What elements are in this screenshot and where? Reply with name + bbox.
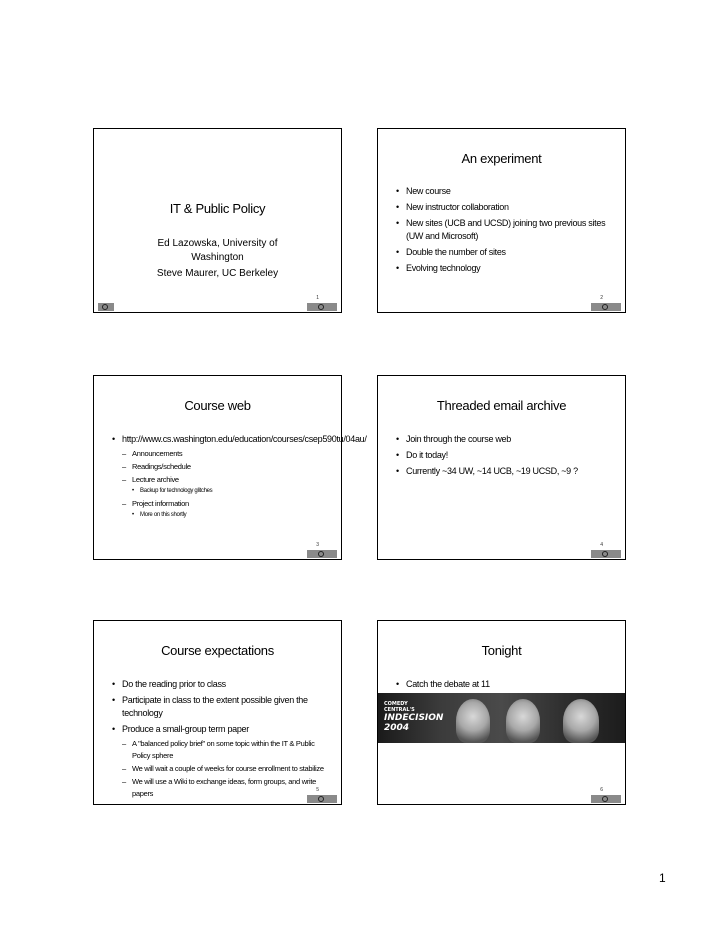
slide-title: Course expectations bbox=[161, 643, 274, 658]
banner-line: INDECISION bbox=[384, 713, 444, 723]
bullet-item: • New instructor collaboration bbox=[396, 201, 613, 214]
course-url: http://www.cs.washington.edu/education/courses/csep590tu/04au/ bbox=[122, 434, 367, 444]
slide-4 bbox=[377, 375, 626, 560]
sub-list bbox=[122, 738, 329, 800]
uw-logo-icon bbox=[98, 303, 114, 311]
uw-logo-icon bbox=[591, 550, 621, 558]
slide-authors bbox=[134, 237, 301, 283]
sub-list bbox=[122, 448, 329, 521]
slide-title: IT & Public Policy bbox=[169, 201, 266, 216]
slide-number: 2 bbox=[600, 295, 603, 301]
sub-sub-item: • Backup for technology glitches bbox=[132, 486, 329, 497]
slide-title: Tonight bbox=[481, 643, 522, 658]
bullet-item: • Catch the debate at 11 bbox=[396, 678, 613, 691]
uw-logo-icon bbox=[307, 550, 337, 558]
uw-logo-icon bbox=[591, 303, 621, 311]
sub-item: – A "balanced policy brief" on some topic within the IT & Public Policy sphere bbox=[122, 738, 329, 762]
banner-line: 2004 bbox=[384, 723, 410, 733]
sub-sub-list bbox=[132, 486, 329, 497]
bullet-list bbox=[112, 433, 367, 524]
sub-item: – We will use a Wiki to exchange ideas, form groups, and write papers bbox=[122, 776, 329, 800]
slide-number: 3 bbox=[316, 542, 319, 548]
indecision-2004-banner-image bbox=[378, 693, 625, 743]
bullet-item: • Do the reading prior to class bbox=[112, 678, 329, 691]
sub-item: – Readings/schedule bbox=[122, 461, 329, 473]
bullet-item: • Currently ~34 UW, ~14 UCB, ~19 UCSD, ~9 ? bbox=[396, 465, 613, 478]
author-line: Steve Maurer, UC Berkeley bbox=[156, 268, 279, 279]
sub-sub-item: • More on this shortly bbox=[132, 510, 329, 521]
bullet-item: • New sites (UCB and UCSD) joining two previous sites (UW and Microsoft) bbox=[396, 217, 613, 243]
bullet-list bbox=[396, 433, 613, 481]
slide-3 bbox=[93, 375, 367, 560]
bullet-list bbox=[396, 185, 613, 278]
author-line: Ed Lazowska, University of Washington bbox=[157, 238, 278, 263]
slide-number: 4 bbox=[600, 542, 603, 548]
bullet-item bbox=[112, 433, 367, 521]
portrait-image bbox=[456, 699, 490, 743]
sub-item bbox=[122, 498, 329, 521]
slide-number: 1 bbox=[316, 295, 319, 301]
page-number: 1 bbox=[659, 871, 666, 885]
sub-item bbox=[122, 474, 329, 497]
bullet-label: Produce a small-group term paper bbox=[122, 724, 249, 734]
slide-6 bbox=[377, 620, 626, 805]
portrait-image bbox=[506, 699, 540, 743]
bullet-item: • Participate in class to the extent possible given the technology bbox=[112, 694, 329, 720]
bullet-item: • Double the number of sites bbox=[396, 246, 613, 259]
slide-1 bbox=[93, 128, 342, 313]
bullet-item: • Evolving technology bbox=[396, 262, 613, 275]
slide-title: An experiment bbox=[461, 151, 542, 166]
slide-title: Course web bbox=[184, 398, 251, 413]
slide-number: 5 bbox=[316, 787, 319, 793]
sub-item-label: Lecture archive bbox=[132, 475, 179, 484]
uw-logo-icon bbox=[307, 795, 337, 803]
slide-2 bbox=[377, 128, 626, 313]
bullet-list bbox=[396, 678, 613, 694]
sub-item: – We will wait a couple of weeks for course enrollment to stabilize bbox=[122, 763, 329, 775]
uw-logo-icon bbox=[307, 303, 337, 311]
slide-title: Threaded email archive bbox=[436, 398, 567, 413]
slide-number: 6 bbox=[600, 787, 603, 793]
slide-5 bbox=[93, 620, 342, 805]
portrait-image bbox=[563, 699, 599, 743]
banner-line: COMEDY CENTRAL'S bbox=[384, 701, 415, 713]
sub-item-label: Project information bbox=[132, 499, 189, 508]
sub-sub-list bbox=[132, 510, 329, 521]
bullet-list bbox=[112, 678, 329, 803]
bullet-item bbox=[112, 723, 329, 800]
sub-item: – Announcements bbox=[122, 448, 329, 460]
banner-logo bbox=[384, 701, 444, 733]
bullet-item: • Do it today! bbox=[396, 449, 613, 462]
bullet-item: • Join through the course web bbox=[396, 433, 613, 446]
uw-logo-icon bbox=[591, 795, 621, 803]
bullet-item: • New course bbox=[396, 185, 613, 198]
